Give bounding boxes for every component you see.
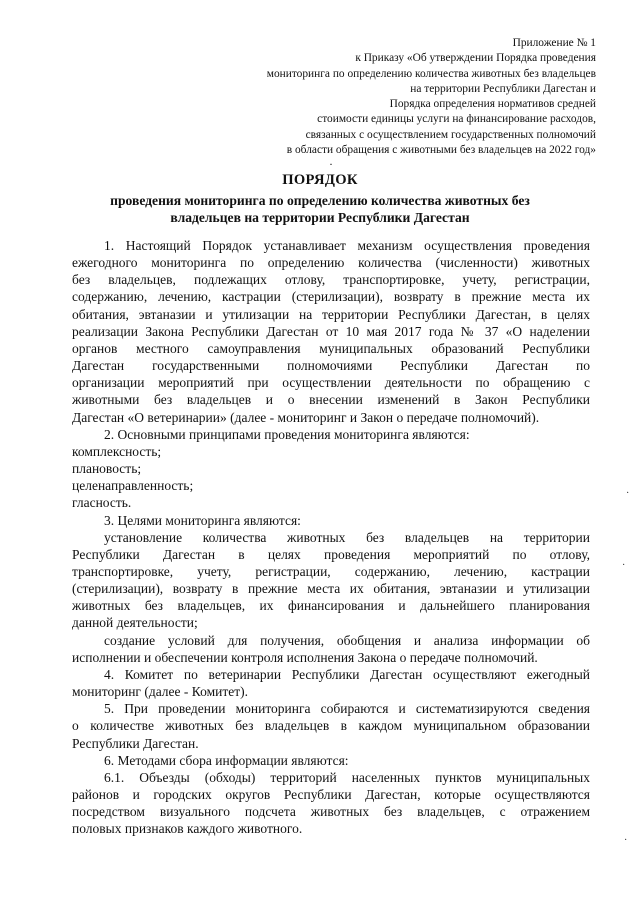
- paragraph-6-1-line: половых признаков каждого животного.: [72, 821, 303, 837]
- paragraph-6-line: 6. Методами сбора информации являются:: [104, 752, 349, 768]
- paragraph-6-1-line: районов и городских округов Республики Дагестан, которые осуществляются: [72, 787, 590, 802]
- appendix-line: связанных с осуществлением государственных полномочий: [305, 128, 596, 141]
- scan-speck: ·: [626, 488, 630, 499]
- goal-1-line: Республики Дагестан в целях проведения мероприятий по отлову,: [72, 546, 590, 562]
- paragraph-1-line: животными без владельцев и о внесении изменений в Закон Республики: [72, 392, 590, 408]
- scan-speck: ·: [624, 835, 628, 846]
- document-title: ПОРЯДОК: [282, 172, 358, 188]
- paragraph-4-line: мониторинг (далее - Комитет).: [72, 684, 249, 700]
- appendix-line: мониторинга по определению количества животных без владельцев: [266, 67, 596, 80]
- paragraph-6-1-line: 6.1. Объезды (обходы) территорий населенных пунктов муниципальных: [104, 769, 590, 785]
- paragraph-1-line: 1. Настоящий Порядок устанавливает механизм осуществления проведения: [104, 238, 590, 253]
- appendix-line: в области обращения с животными без владельцев на 2022 год»: [286, 144, 596, 157]
- paragraph-2-line: 2. Основными принципами проведения мониторинга являются:: [104, 426, 470, 442]
- paragraph-4-line: 4. Комитет по ветеринарии Республики Дагестан осуществляют ежегодный: [104, 666, 590, 682]
- appendix-header: [176, 36, 596, 158]
- appendix-line: Приложение № 1: [512, 37, 596, 49]
- paragraph-1-line: органов местного самоуправления муниципальных образований Республики: [72, 340, 590, 356]
- principle-item: комплексность;: [72, 443, 162, 459]
- appendix-line: на территории Республики Дагестан и: [410, 82, 596, 95]
- paragraph-5-line: Республики Дагестан.: [72, 735, 199, 751]
- paragraph-5-line: 5. При проведении мониторинга собираются и систематизируются сведения: [104, 701, 590, 717]
- goal-1-line: (стерилизации), возврату в прежние места их обитания, эвтаназии и утилизации: [72, 581, 590, 597]
- document-body: [72, 237, 590, 837]
- paragraph-6-1-line: посредством визуального подсчета животных без владельцев, с отражением: [72, 804, 590, 820]
- appendix-line: Порядка определения нормативов средней: [389, 98, 596, 111]
- paragraph-5-line: о количестве животных без владельцев в каждом муниципальном образовании: [72, 718, 590, 734]
- paragraph-1-line: организации мероприятий при осуществлении деятельности по обращению с: [72, 375, 590, 391]
- paragraph-1-line: Дагестан государственными полномочиями Республики Дагестан по: [72, 358, 590, 374]
- document-subtitle: [100, 192, 540, 226]
- goal-2-line: создание условий для получения, обобщения и анализа информации об: [104, 632, 590, 648]
- paragraph-1-line: обитания, эвтаназии и утилизации на территории Республики Дагестан, в целях: [72, 306, 590, 322]
- goal-1-line: животных без владельцев, их финансирования и дальнейшего планирования: [72, 598, 590, 614]
- paragraph-1-line: Дагестан «О ветеринарии» (далее - мониторинг и Закон о передаче полномочий).: [72, 409, 540, 425]
- goal-2-line: исполнении и обеспечении контроля исполнения Закона о передаче полномочий.: [72, 649, 538, 665]
- goal-1-line: данной деятельности;: [72, 615, 198, 631]
- paragraph-1-line: без владельцев, подлежащих отлову, транспортировке, учету, регистрации,: [72, 272, 590, 288]
- principle-item: целенаправленность;: [72, 478, 194, 494]
- principle-item: гласность.: [72, 495, 132, 511]
- appendix-line: стоимости единицы услуги на финансирование расходов,: [317, 113, 596, 126]
- principle-item: плановость;: [72, 461, 142, 477]
- paragraph-3-line: 3. Целями мониторинга являются:: [104, 512, 301, 528]
- paragraph-1-line: ежегодного мониторинга по определению количества (численности) животных: [72, 255, 590, 271]
- scan-speck: ·: [622, 560, 626, 571]
- subtitle-line: проведения мониторинга по определению количества животных без: [110, 193, 530, 208]
- scan-dot: ·: [329, 157, 333, 171]
- appendix-line: к Приказу «Об утверждении Порядка проведения: [355, 52, 596, 65]
- goal-1-line: транспортировке, учету, регистрации, содержанию, лечению, кастрации: [72, 563, 590, 579]
- paragraph-1-line: реализации Закона Республики Дагестан от 10 мая 2017 года № 37 «О наделении: [72, 323, 590, 339]
- subtitle-line: владельцев на территории Республики Дагестан: [170, 210, 470, 225]
- goal-1-line: установление количества животных без владельцев на территории: [104, 529, 590, 545]
- paragraph-1-line: содержанию, лечению, кастрации (стерилизации), возврату в прежние места их: [72, 289, 590, 305]
